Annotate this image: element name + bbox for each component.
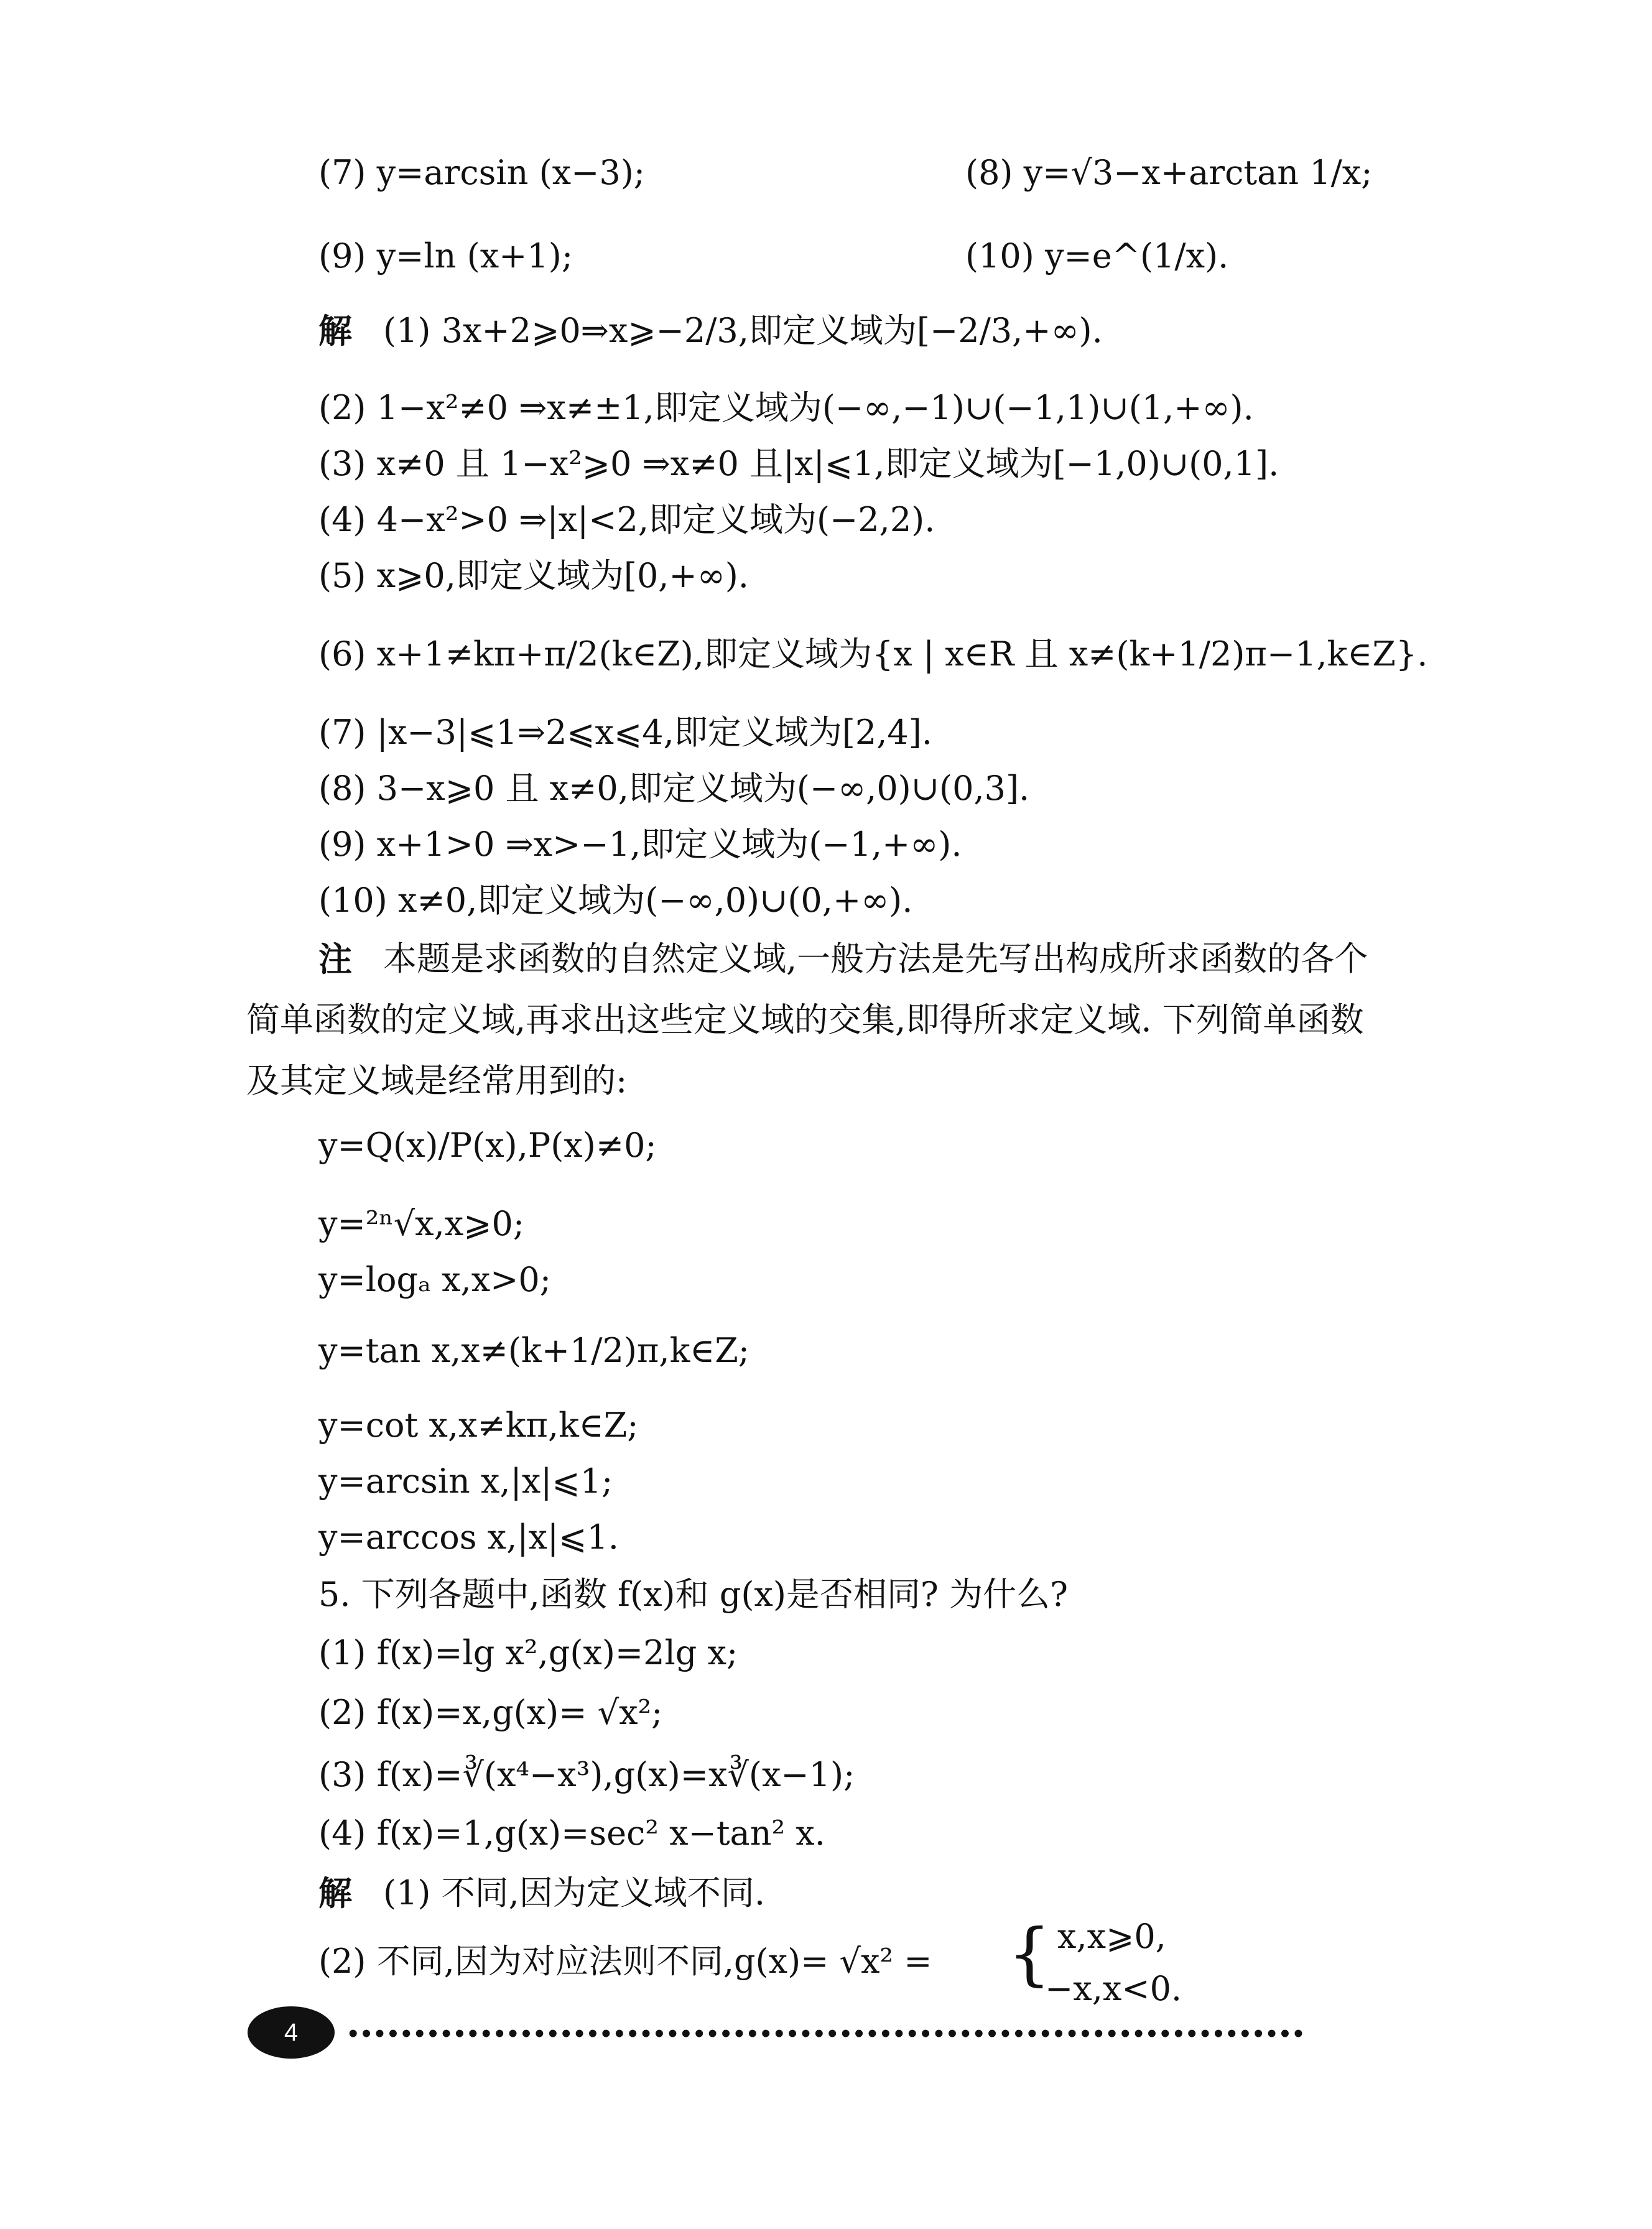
solution-4-line-5: (5) x⩾0,即定义域为[0,+∞). <box>318 556 749 595</box>
note-formula-tan: y=tan x,x≠(k+1/2)π,k∈Z; <box>318 1331 749 1370</box>
question-5-title: 5. 下列各题中,函数 f(x)和 g(x)是否相同? 为什么? <box>318 1575 1068 1614</box>
note-formula-log: y=logₐ x,x>0; <box>318 1260 551 1299</box>
solution-5-line-2: (2) 不同,因为对应法则不同,g(x)= √x² = <box>318 1942 932 1981</box>
solution-4-line-4: (4) 4−x²>0 ⇒|x|<2,即定义域为(−2,2). <box>318 500 935 539</box>
solution-5-marker: 解 <box>318 1873 352 1913</box>
problem-7: (7) y=arcsin (x−3); <box>318 153 645 192</box>
page-number-badge: 4 <box>248 2006 335 2059</box>
solution-4-line-6: (6) x+1≠kπ+π/2(k∈Z),即定义域为{x | x∈R 且 x≠(k+1/2)π−1,k∈Z}. <box>318 634 1428 674</box>
solution-5-line-1: (1) 不同,因为定义域不同. <box>383 1873 765 1912</box>
solution-4-marker: 解 <box>318 311 352 351</box>
note-formula-cot: y=cot x,x≠kπ,k∈Z; <box>318 1406 639 1445</box>
solution-4-line-3: (3) x≠0 且 1−x²⩾0 ⇒x≠0 且|x|⩽1,即定义域为[−1,0)∪(0,1]. <box>318 444 1279 483</box>
problem-10: (10) y=e^(1/x). <box>965 236 1229 276</box>
solution-4-line-9: (9) x+1>0 ⇒x>−1,即定义域为(−1,+∞). <box>318 825 962 864</box>
piecewise-case-1: x,x⩾0, <box>1057 1917 1166 1956</box>
note-line-2: 简单函数的定义域,再求出这些定义域的交集,即得所求定义域. 下列简单函数 <box>246 1000 1364 1039</box>
note-formula-even-root: y=²ⁿ√x,x⩾0; <box>318 1204 525 1243</box>
solution-4-line-10: (10) x≠0,即定义域为(−∞,0)∪(0,+∞). <box>318 881 913 920</box>
solution-4-line-8: (8) 3−x⩾0 且 x≠0,即定义域为(−∞,0)∪(0,3]. <box>318 769 1030 808</box>
note-formula-rational: y=Q(x)/P(x),P(x)≠0; <box>318 1126 657 1165</box>
piecewise-brace: { <box>1008 1914 1051 1993</box>
question-5-item-2: (2) f(x)=x,g(x)= √x²; <box>318 1693 663 1732</box>
footer-dotted-rule: •••••••••••••••••••••••••••••••••••••••••••••••••••••••••••••••••••••••• <box>348 2018 1307 2049</box>
question-5-item-4: (4) f(x)=1,g(x)=sec² x−tan² x. <box>318 1814 825 1853</box>
solution-4-line-1: (1) 3x+2⩾0⇒x⩾−2/3,即定义域为[−2/3,+∞). <box>383 311 1103 350</box>
note-formula-arcsin: y=arcsin x,|x|⩽1; <box>318 1462 613 1501</box>
problem-9: (9) y=ln (x+1); <box>318 236 573 276</box>
note-line-3: 及其定义域是经常用到的: <box>246 1061 628 1100</box>
question-5-item-1: (1) f(x)=lg x²,g(x)=2lg x; <box>318 1633 738 1672</box>
note-formula-arccos: y=arccos x,|x|⩽1. <box>318 1518 619 1557</box>
problem-8: (8) y=√3−x+arctan 1/x; <box>965 153 1373 192</box>
piecewise-case-2: −x,x<0. <box>1045 1969 1182 2008</box>
note-line-1: 本题是求函数的自然定义域,一般方法是先写出构成所求函数的各个 <box>383 939 1368 978</box>
question-5-item-3: (3) f(x)=∛(x⁴−x³),g(x)=x∛(x−1); <box>318 1755 855 1794</box>
solution-4-line-2: (2) 1−x²≠0 ⇒x≠±1,即定义域为(−∞,−1)∪(−1,1)∪(1,+∞). <box>318 388 1254 427</box>
solution-4-line-7: (7) |x−3|⩽1⇒2⩽x⩽4,即定义域为[2,4]. <box>318 713 932 752</box>
note-marker: 注 <box>318 939 352 979</box>
